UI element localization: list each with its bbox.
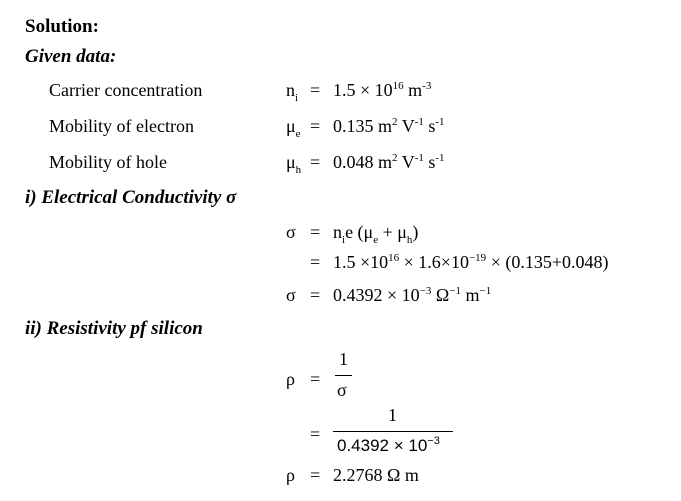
given-data-heading: Given data: (25, 46, 117, 67)
given-symbol-mue: $\mu_e$ (286, 116, 301, 140)
given-label-hole: Mobility of hole (49, 152, 167, 172)
given-value-carrier: $1.5 \times 10^{16}$ $m^{-3}$ (333, 80, 432, 100)
given-eq-3: = (310, 152, 321, 172)
conductivity-result: $0.4392 \times 10^{-3}$ $\Omega^{-1}$ $m^{-1}$ (333, 285, 492, 305)
frac1-line (335, 375, 352, 376)
conductivity-substitution: $1.5 \times 10^{16} \times 1.6\times 10^{-19} \times (0.135+0.048)$ (333, 252, 609, 272)
resistivity-result: 2.2768 Ω m (333, 465, 419, 485)
solution-heading: Solution: (25, 16, 99, 37)
frac1-denominator: σ (337, 380, 347, 400)
frac2-denominator: $0.4392 \times 10^{-3}$ (337, 435, 440, 455)
given-label-carrier: Carrier concentration (49, 80, 203, 100)
given-eq-1: = (310, 80, 321, 100)
conductivity-formula: $n_ie$ $(\mu_e + \mu_h)$ (333, 222, 419, 246)
given-value-electron: 0.135 $m^2$ $V^{-1}$ $s^{-1}$ (333, 116, 445, 136)
part2-eq-1: = (310, 369, 321, 389)
frac1-numerator: 1 (339, 349, 348, 369)
given-symbol-muh: $\mu_h$ (286, 152, 302, 176)
rho-symbol-2: ρ (286, 465, 295, 485)
sigma-symbol-1: σ (286, 222, 296, 242)
part2-title: ii) Resistivity pf silicon (25, 318, 203, 339)
part2-eq-3: = (310, 465, 321, 485)
given-value-hole: 0.048 $m^2$ $V^{-1}$ $s^{-1}$ (333, 152, 445, 172)
frac2-line (333, 431, 453, 432)
part2-eq-2: = (310, 424, 321, 444)
part1-eq-3: = (310, 285, 321, 305)
given-label-electron: Mobility of electron (49, 116, 194, 136)
given-symbol-ni: $n_i$ (286, 80, 299, 104)
part1-eq-2: = (310, 252, 321, 272)
sigma-symbol-2: σ (286, 285, 296, 305)
part1-eq-1: = (310, 222, 321, 242)
rho-symbol-1: ρ (286, 369, 295, 389)
given-eq-2: = (310, 116, 321, 136)
part1-title: i) Electrical Conductivity σ (25, 187, 237, 208)
frac2-numerator: 1 (388, 405, 397, 425)
